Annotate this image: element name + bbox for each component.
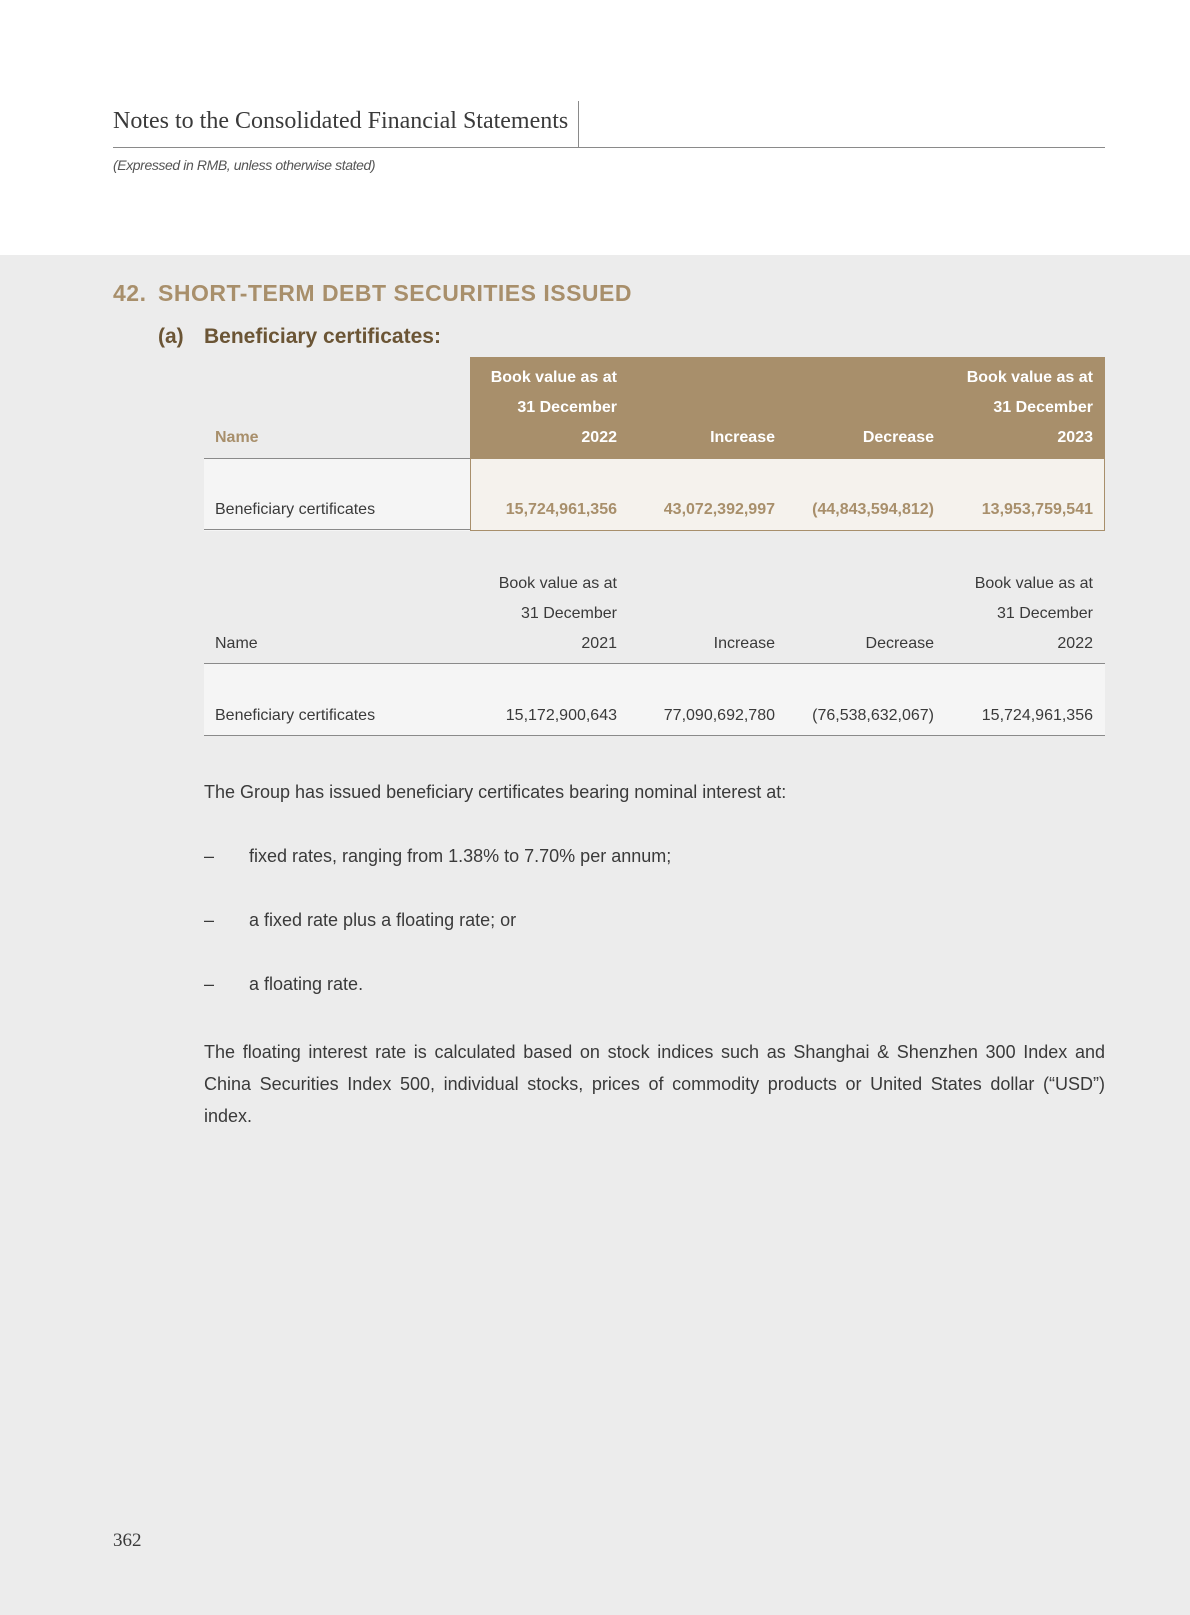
intro-paragraph: The Group has issued beneficiary certificates bearing nominal interest at: <box>204 782 787 802</box>
column-header-opening-line2: 31 December <box>520 605 617 622</box>
column-header-opening-line1: Book value as at <box>498 575 617 592</box>
row-opening-value: 15,172,900,643 <box>505 707 617 724</box>
row-increase-value: 43,072,392,997 <box>663 501 775 518</box>
subsection-title: Beneficiary certificates: <box>204 325 441 348</box>
column-header-opening-line3: 2021 <box>581 635 617 652</box>
column-header-increase: Increase <box>713 635 775 652</box>
row-closing-value: 15,724,961,356 <box>981 707 1093 724</box>
column-header-name: Name <box>215 635 258 652</box>
bullet-item: a floating rate. <box>249 974 364 994</box>
bullet-item: a fixed rate plus a floating rate; or <box>249 910 517 930</box>
section-number: 42. <box>113 280 147 306</box>
column-header-opening-line2: 31 December <box>517 399 617 416</box>
column-header-name: Name <box>215 429 259 446</box>
row-decrease-value: (44,843,594,812) <box>812 501 934 518</box>
row-label: Beneficiary certificates <box>215 501 376 518</box>
bullet-marker: – <box>204 974 215 994</box>
row-increase-value: 77,090,692,780 <box>663 707 775 724</box>
table-2023 <box>204 357 1105 531</box>
row-decrease-value: (76,538,632,067) <box>812 707 934 724</box>
row-opening-value: 15,724,961,356 <box>505 501 617 518</box>
title-divider-vertical <box>578 101 579 147</box>
subsection-number: (a) <box>158 325 184 348</box>
document-title: Notes to the Consolidated Financial Statements <box>113 108 569 134</box>
column-header-decrease: Decrease <box>865 635 934 652</box>
row-label: Beneficiary certificates <box>215 707 376 724</box>
row-closing-value: 13,953,759,541 <box>981 501 1093 518</box>
column-header-opening-line1: Book value as at <box>490 369 617 386</box>
bullet-marker: – <box>204 846 215 866</box>
column-header-closing-line1: Book value as at <box>974 575 1093 592</box>
table-bottom-rule <box>204 529 470 530</box>
closing-paragraph: The floating interest rate is calculated based on stock indices such as Shanghai & Shenzhen 300 Index and China Securities Index 500, individual stocks, prices of commodity products or United States dollar (“USD”) index. <box>204 1042 1105 1126</box>
column-header-closing-line1: Book value as at <box>966 369 1093 386</box>
column-header-decrease: Decrease <box>862 429 934 446</box>
bullet-marker: – <box>204 910 215 930</box>
column-header-closing-line2: 31 December <box>996 605 1093 622</box>
table-highlight-box <box>470 458 1105 531</box>
column-header-closing-line3: 2022 <box>1057 635 1093 652</box>
bullet-item: fixed rates, ranging from 1.38% to 7.70% per annum; <box>249 846 672 866</box>
column-header-opening-line3: 2022 <box>581 429 617 446</box>
column-header-closing-line2: 31 December <box>993 399 1093 416</box>
page-number: 362 <box>113 1530 142 1551</box>
table-2022 <box>204 563 1105 737</box>
column-header-increase: Increase <box>710 429 775 446</box>
currency-note: (Expressed in RMB, unless otherwise stated) <box>113 157 376 173</box>
title-divider-horizontal <box>113 147 1105 148</box>
table-row-background <box>204 459 470 531</box>
table-bottom-rule <box>204 735 1105 736</box>
section-title: SHORT-TERM DEBT SECURITIES ISSUED <box>158 280 632 306</box>
column-header-closing-line3: 2023 <box>1057 429 1093 446</box>
